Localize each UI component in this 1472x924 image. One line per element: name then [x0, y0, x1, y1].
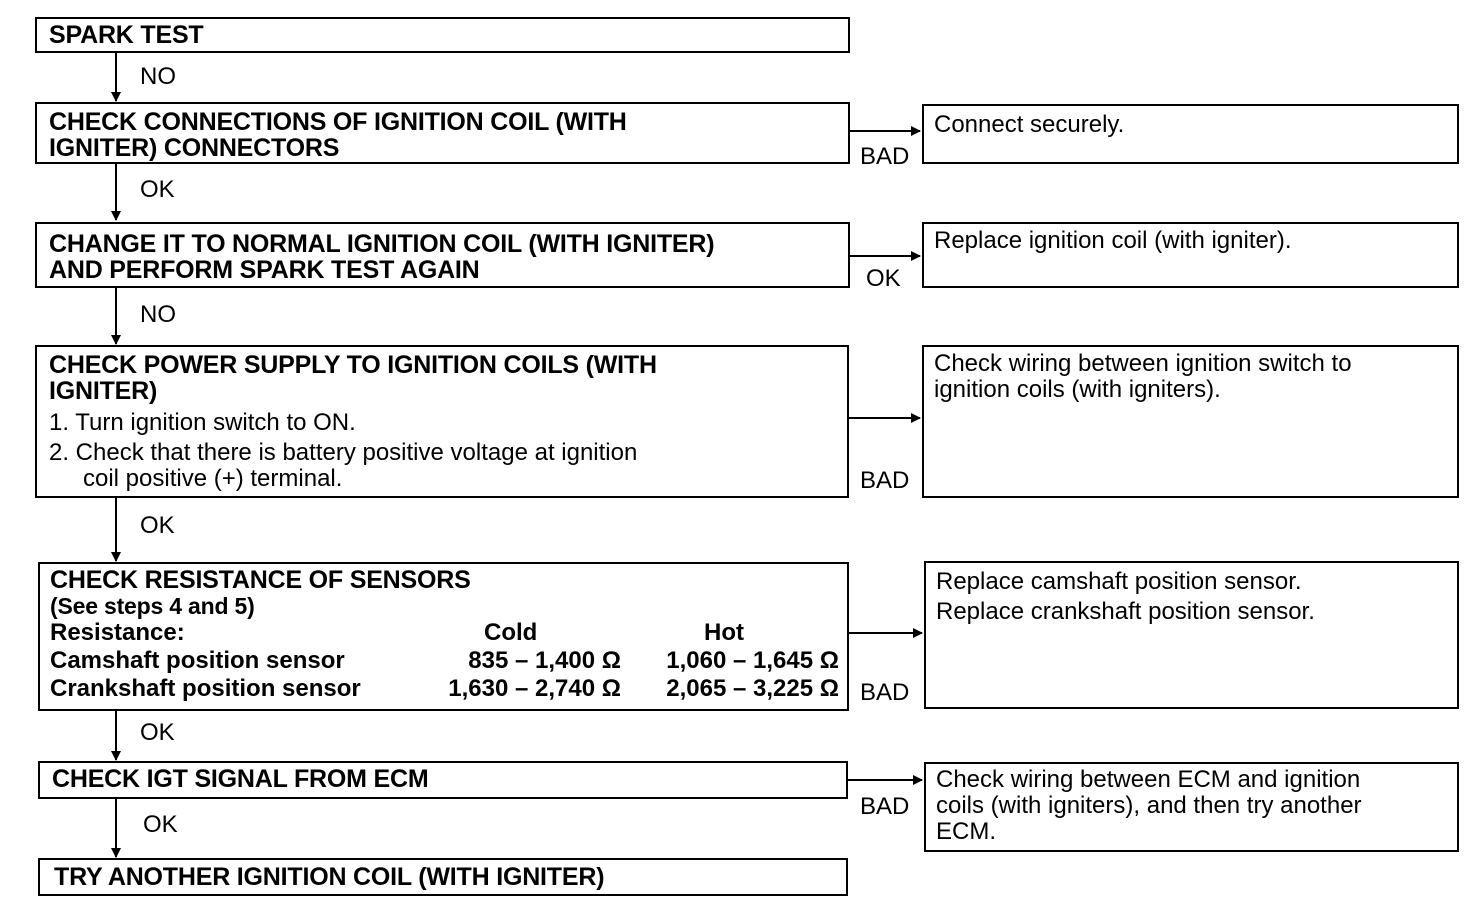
change-coil-line2: AND PERFORM SPARK TEST AGAIN: [49, 256, 480, 284]
igt-signal-box: [38, 761, 848, 799]
label-ok-side: OK: [866, 265, 901, 292]
connect-securely-text: Connect securely.: [934, 111, 1125, 138]
replace-coil-box: [922, 222, 1459, 288]
replace-crankshaft-text: Replace crankshaft position sensor.: [936, 598, 1315, 625]
check-wiring-switch-line2: ignition coils (with igniters).: [934, 376, 1221, 403]
replace-sensors-box: [924, 561, 1459, 709]
power-supply-step2-line1: 2. Check that there is battery positive voltage at ignition: [49, 439, 638, 466]
resistance-header-hot: Hot: [704, 619, 744, 646]
label-no-1: NO: [140, 63, 176, 90]
spark-test-title: SPARK TEST: [49, 21, 204, 49]
label-ok-2: OK: [140, 512, 175, 539]
camshaft-cold-value: 835 – 1,400 Ω: [468, 647, 621, 674]
change-coil-box: [35, 222, 850, 288]
label-bad-4: BAD: [860, 793, 910, 820]
check-wiring-switch-line1: Check wiring between ignition switch to: [934, 350, 1352, 377]
camshaft-hot-value: 1,060 – 1,645 Ω: [666, 647, 839, 674]
resistance-line2: (See steps 4 and 5): [50, 593, 255, 619]
check-wiring-switch-box: [922, 345, 1459, 498]
label-ok-1: OK: [140, 176, 175, 203]
label-bad-3: BAD: [860, 679, 910, 706]
connect-securely-box: [922, 104, 1459, 164]
crankshaft-cold-value: 1,630 – 2,740 Ω: [448, 675, 621, 702]
check-wiring-ecm-line3: ECM.: [936, 818, 996, 845]
resistance-line1: CHECK RESISTANCE OF SENSORS: [50, 566, 471, 594]
check-wiring-ecm-line1: Check wiring between ECM and ignition: [936, 766, 1361, 793]
label-ok-3: OK: [140, 719, 175, 746]
camshaft-sensor-label: Camshaft position sensor: [50, 647, 345, 674]
check-connections-box: [35, 102, 850, 164]
check-wiring-ecm-box: [924, 762, 1459, 852]
label-bad-2: BAD: [860, 467, 910, 494]
resistance-header-label: Resistance:: [50, 619, 185, 646]
label-bad-1: BAD: [860, 143, 910, 170]
crankshaft-hot-value: 2,065 – 3,225 Ω: [666, 675, 839, 702]
check-connections-line1: CHECK CONNECTIONS OF IGNITION COIL (WITH: [49, 108, 627, 136]
power-supply-line1: CHECK POWER SUPPLY TO IGNITION COILS (WITH: [49, 351, 657, 379]
power-supply-step2-line2: coil positive (+) terminal.: [83, 465, 343, 492]
spark-test-box: [35, 17, 850, 53]
power-supply-box: [35, 345, 849, 498]
igt-signal-title: CHECK IGT SIGNAL FROM ECM: [52, 765, 429, 793]
try-another-box: [38, 858, 848, 896]
check-connections-line2: IGNITER) CONNECTORS: [49, 134, 340, 162]
change-coil-line1: CHANGE IT TO NORMAL IGNITION COIL (WITH IGNITER): [49, 230, 715, 258]
label-ok-4: OK: [143, 811, 178, 838]
replace-camshaft-text: Replace camshaft position sensor.: [936, 568, 1302, 595]
crankshaft-sensor-label: Crankshaft position sensor: [50, 675, 361, 702]
label-no-2: NO: [140, 301, 176, 328]
replace-coil-text: Replace ignition coil (with igniter).: [934, 227, 1292, 254]
power-supply-step1: 1. Turn ignition switch to ON.: [49, 409, 356, 436]
resistance-box: [38, 562, 849, 711]
power-supply-line2: IGNITER): [49, 377, 158, 405]
resistance-header-cold: Cold: [484, 619, 538, 646]
check-wiring-ecm-line2: coils (with igniters), and then try another: [936, 792, 1362, 819]
try-another-title: TRY ANOTHER IGNITION COIL (WITH IGNITER): [54, 863, 605, 891]
